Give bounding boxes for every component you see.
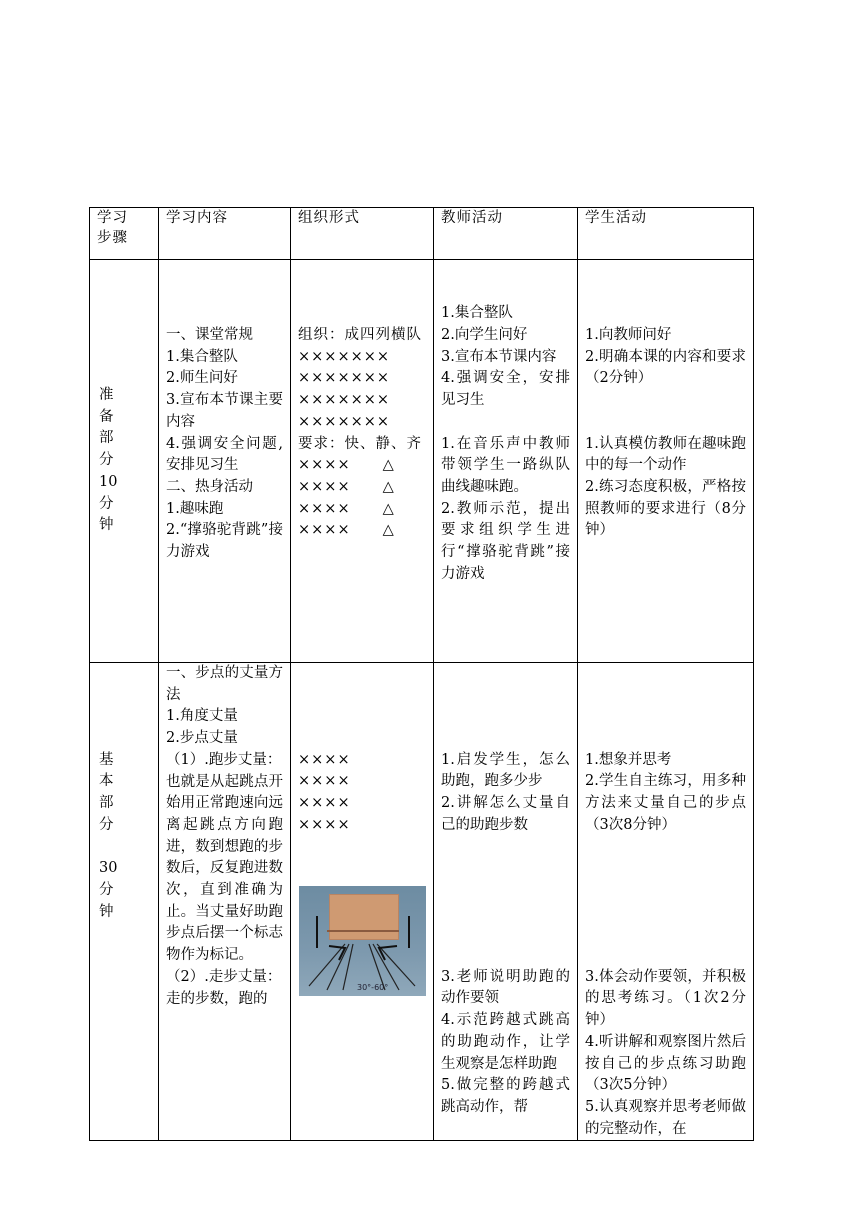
text-line (441, 902, 570, 924)
text-line (585, 945, 746, 967)
line-text: 备 (99, 408, 114, 425)
text-line (99, 815, 151, 837)
prep-organization-cell (291, 260, 434, 663)
line-text: ×××× (298, 773, 351, 790)
text-line (585, 412, 746, 434)
prep-row (90, 260, 754, 663)
text-line (298, 499, 426, 521)
text-line (441, 967, 570, 1010)
text-line (441, 858, 570, 880)
line-text: 2.师生问好 (166, 370, 238, 387)
main-teacher-cell (434, 663, 578, 1141)
teacher-position-icon: △ (382, 478, 395, 495)
line-text: 4.强调安全，安排见习生 (441, 370, 570, 409)
header-step: 学习 步骤 (90, 208, 159, 260)
line-text: 2.学生自主练习，用多种方法来丈量自己的步点（3次8分钟） (585, 773, 746, 833)
line-text: 1.想象并思考 (585, 751, 672, 768)
text-line (99, 858, 151, 901)
line-text: ×××× (298, 751, 351, 768)
text-line (166, 434, 283, 477)
teacher-position-icon: △ (382, 457, 395, 474)
text-line (585, 347, 746, 390)
text-line (298, 434, 426, 456)
text-line (441, 434, 570, 499)
line-text: （2）.走步丈量： (166, 968, 282, 985)
main-content-cell (159, 663, 291, 1141)
line-text: 二、热身活动 (166, 478, 253, 495)
header-organization: 组织形式 (291, 208, 434, 260)
line-text: 10 分 (99, 473, 147, 512)
text-line (99, 450, 151, 472)
text-line (99, 385, 151, 407)
text-line (441, 793, 570, 836)
text-line (99, 837, 151, 859)
text-line (298, 663, 426, 685)
text-line (585, 967, 746, 1032)
text-line (166, 303, 283, 325)
line-text: ×××× (298, 795, 351, 812)
text-line (585, 390, 746, 412)
line-text: ×××× (298, 478, 351, 495)
main-formation (298, 663, 426, 837)
text-line (166, 282, 283, 304)
line-text: 5.做完整的跨越式跳高动作，帮 (441, 1077, 570, 1115)
line-text: 组织：成四列横队 (298, 327, 422, 344)
text-line (166, 325, 283, 347)
text-line (99, 663, 151, 685)
text-line (585, 1097, 746, 1140)
text-line (298, 325, 426, 347)
text-line (166, 390, 283, 433)
text-line (585, 728, 746, 750)
text-line (99, 685, 151, 707)
text-line (298, 260, 426, 282)
line-text: 分 (99, 816, 114, 833)
line-text: ×××× (298, 457, 351, 474)
line-text: 1.趣味跑 (166, 500, 224, 517)
text-line (298, 368, 426, 390)
teacher-position-icon: △ (382, 522, 395, 539)
line-text: 1.向教师问好 (585, 327, 672, 344)
text-line (585, 477, 746, 542)
text-line (441, 347, 570, 369)
header-content: 学习内容 (159, 208, 291, 260)
text-line (585, 750, 746, 772)
text-line (166, 772, 283, 967)
text-line (441, 282, 570, 304)
line-text: 钟 (99, 517, 114, 534)
text-line (166, 477, 283, 499)
text-line (298, 750, 426, 772)
text-line (166, 663, 283, 706)
text-line (585, 1032, 746, 1097)
text-line (298, 793, 426, 815)
angle-label: 30°-60° (357, 982, 389, 992)
text-line (441, 685, 570, 707)
line-text: 要求：快、静、齐 (298, 435, 422, 452)
header-student: 学生活动 (578, 208, 754, 260)
text-line (166, 520, 283, 563)
text-line (585, 282, 746, 304)
text-line (441, 368, 570, 411)
line-text: 1.在音乐声中教师带领学生一路纵队曲线趣味跑。 (441, 435, 570, 495)
line-text: 一、课堂常规 (166, 327, 253, 344)
text-line (166, 750, 283, 772)
text-line (441, 1010, 570, 1075)
text-line (298, 390, 426, 412)
line-text: 5.认真观察并思考老师做的完整动作，在 (585, 1098, 746, 1137)
line-text: 3.体会动作要领，并积极的思考练习。（1次2分钟） (585, 968, 746, 1029)
line-text: 准 (99, 387, 114, 404)
line-text: ××××××× (298, 370, 391, 387)
line-text: 部 (99, 430, 114, 447)
line-text: 钟 (99, 903, 114, 920)
text-line (298, 520, 426, 542)
main-organization-cell (291, 663, 434, 1141)
lesson-plan-table (89, 207, 754, 1141)
line-text: 2.练习态度积极，严格按照教师的要求进行（8分钟） (585, 478, 746, 539)
text-line (298, 412, 426, 434)
text-line (441, 923, 570, 945)
text-line (441, 1075, 570, 1118)
teacher-position-icon: △ (382, 500, 395, 517)
line-text: 30 分 (99, 860, 147, 898)
text-line (298, 685, 426, 707)
line-text: 2.向学生问好 (441, 327, 528, 344)
text-line (298, 303, 426, 325)
line-text: 4.示范跨越式跳高的助跑动作，让学生观察是怎样助跑 (441, 1012, 570, 1072)
line-text: 分 (99, 452, 114, 469)
text-line (99, 750, 151, 772)
line-text: 一、步点的丈量方法 (166, 665, 283, 703)
text-line (99, 515, 151, 537)
text-line (441, 880, 570, 902)
line-text: 基 (99, 751, 114, 768)
line-text: ××××××× (298, 348, 391, 365)
main-row (90, 663, 754, 1141)
text-line (99, 728, 151, 750)
line-text: （1）.跑步丈量： (166, 751, 282, 768)
text-line (166, 368, 283, 390)
text-line (585, 260, 746, 282)
main-step-cell (90, 663, 159, 1141)
text-line (99, 902, 151, 924)
text-line (585, 858, 746, 880)
text-line (585, 706, 746, 728)
text-line (441, 728, 570, 750)
text-line (441, 412, 570, 434)
text-line (298, 815, 426, 837)
text-line (166, 989, 283, 1011)
text-line (585, 771, 746, 836)
line-text: 部 (99, 795, 114, 812)
text-line (585, 923, 746, 945)
text-line (166, 499, 283, 521)
text-line (99, 428, 151, 450)
line-text: ×××× (298, 500, 351, 517)
text-line (99, 793, 151, 815)
text-line (166, 967, 283, 989)
line-text: ×××× (298, 816, 351, 833)
text-line (166, 706, 283, 728)
text-line (298, 728, 426, 750)
text-line (585, 434, 746, 477)
text-line (441, 837, 570, 859)
text-line (441, 750, 570, 793)
text-line (99, 472, 151, 515)
text-line (441, 303, 570, 325)
line-text: 3.宣布本节课主要内容 (166, 392, 283, 430)
prep-step-cell (90, 260, 159, 663)
line-text: 1.集合整队 (166, 348, 238, 365)
line-text: 1.角度丈量 (166, 708, 238, 725)
text-line (99, 407, 151, 429)
text-line (99, 771, 151, 793)
text-line (585, 303, 746, 325)
line-text: 也就是从起跳点开始用正常跑速向远离起跳点方向跑进，数到想跑的步数后，反复跑进数次，直到准确为止。当丈量好助跑步点后摆一个标志物作为标记。 (166, 773, 283, 964)
text-line (298, 455, 426, 477)
text-line (298, 706, 426, 728)
text-line (585, 902, 746, 924)
text-line (99, 706, 151, 728)
line-text: 走的步数，跑的 (166, 990, 268, 1007)
text-line (585, 685, 746, 707)
text-line (441, 325, 570, 347)
takeoff-angle-photo (299, 886, 426, 996)
line-text: ××××××× (298, 413, 391, 430)
prep-content-cell (159, 260, 291, 663)
line-text: 4.强调安全问题,安排见习生 (166, 435, 283, 474)
text-line (585, 837, 746, 859)
main-student-cell (578, 663, 754, 1141)
line-text: 2.明确本课的内容和要求（2分钟） (585, 348, 746, 387)
text-line (298, 282, 426, 304)
line-text: 本 (99, 773, 114, 790)
line-text: 3.老师说明助跑的动作要领 (441, 968, 570, 1007)
line-text: 1.集合整队 (441, 305, 513, 322)
line-text: 4.听讲解和观察图片然后按自己的步点练习助跑（3次5分钟） (585, 1033, 746, 1094)
line-text: 1.认真模仿教师在趣味跑中的每一个动作 (585, 435, 746, 474)
text-line (166, 347, 283, 369)
line-text: 2.教师示范，提出要求组织学生进行“撑骆驼背跳”接力游戏 (441, 500, 570, 582)
prep-student-cell (578, 260, 754, 663)
line-text: 3.宣布本节课内容 (441, 348, 557, 365)
header-teacher: 教师活动 (434, 208, 578, 260)
line-text: 2.步点丈量 (166, 730, 238, 747)
text-line (441, 499, 570, 586)
line-text: ××××××× (298, 392, 391, 409)
line-text: 1.启发学生，怎么助跑，跑多少步 (441, 751, 570, 790)
text-line (441, 945, 570, 967)
text-line (298, 477, 426, 499)
line-text: 2.讲解怎么丈量自己的助跑步数 (441, 795, 570, 833)
text-line (298, 347, 426, 369)
text-line (441, 260, 570, 282)
line-text: ×××× (298, 522, 351, 539)
text-line (585, 325, 746, 347)
header-row (90, 208, 754, 260)
line-text: 2.“撑骆驼背跳”接力游戏 (166, 522, 283, 561)
text-line (585, 663, 746, 685)
text-line (585, 880, 746, 902)
text-line (166, 728, 283, 750)
prep-teacher-cell (434, 260, 578, 663)
text-line (441, 706, 570, 728)
text-line (441, 663, 570, 685)
text-line (298, 771, 426, 793)
text-line (166, 260, 283, 282)
